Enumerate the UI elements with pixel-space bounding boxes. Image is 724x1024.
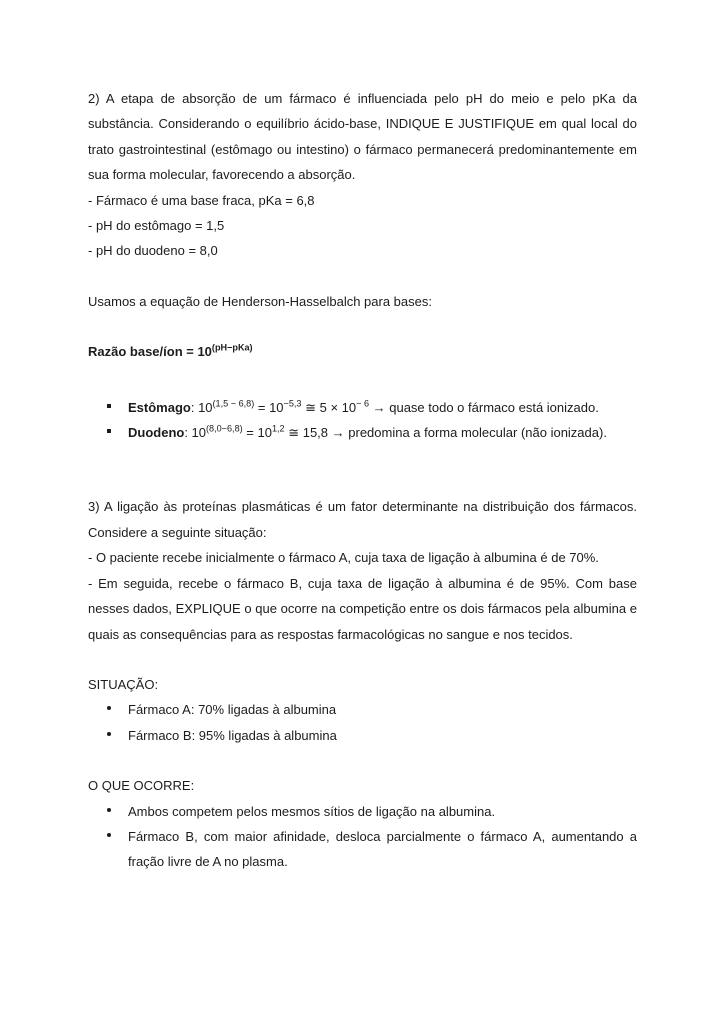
calculation-mid-1: = 10 (242, 425, 272, 441)
round-bullet-icon (107, 799, 111, 824)
situation-item-text: Fármaco B: 95% ligadas à albumina (128, 727, 337, 743)
round-bullet-icon (107, 824, 111, 849)
situation-heading: SITUAÇÃO: (88, 676, 159, 692)
henderson-hasselbalch-intro: Usamos a equação de Henderson-Hasselbalch para bases: (88, 293, 432, 309)
ratio-formula (88, 339, 637, 364)
question-3-prompt: 3) A ligação às proteínas plasmáticas é um fator determinante na distribuição dos fármacos. Considere a seguinte situação: (88, 499, 637, 540)
calculation-conclusion: → quase todo o fármaco está ionizado. (369, 399, 599, 415)
calculation-separator: : 10 (190, 399, 213, 415)
ratio-formula-exponent: (pH−pKa) (211, 342, 253, 353)
calculation-exponent-3: − 6 (356, 398, 370, 409)
calculation-item-stomach (88, 395, 637, 420)
spacer (88, 748, 637, 773)
question-2-given-line-2: - pH do estômago = 1,5 (88, 218, 225, 234)
calculation-item-duodenum (88, 420, 637, 445)
round-bullet-icon (107, 697, 111, 722)
calculation-expression (191, 400, 369, 415)
situation-list (88, 697, 637, 748)
question-3-case-line-2: - Em seguida, recebe o fármaco B, cuja taxa de ligação à albumina é de 95%. Com base nesses dados, EXPLIQUE o que ocorre na competição entre os dois fármacos pela albumina e quais as consequências para as respostas farmacológicas no sangue e nos tecidos. (88, 575, 637, 642)
outcome-list (88, 799, 637, 875)
spacer (88, 445, 637, 494)
spacer (88, 314, 637, 339)
calculation-mid-1: = 10 (254, 399, 284, 415)
calculation-exponent-2: 1,2 (271, 423, 285, 434)
question-2-given-line-3: - pH do duodeno = 8,0 (88, 243, 218, 259)
calculation-mid-2: ≅ 15,8 (284, 425, 329, 441)
spacer (88, 264, 637, 289)
list-item (88, 824, 637, 875)
calculation-site-label: Estômago (128, 399, 191, 415)
calculation-expression (184, 425, 328, 440)
calculation-conclusion: → predomina a forma molecular (não ionizada). (328, 425, 607, 441)
spacer (88, 647, 637, 672)
ratio-formula-label: Razão base/íon = 10 (88, 344, 212, 360)
square-bullet-icon (107, 395, 111, 420)
calculation-exponent-2: −5,3 (283, 398, 302, 409)
list-item (88, 697, 637, 722)
question-2-prompt: 2) A etapa de absorção de um fármaco é influenciada pelo pH do meio e pelo pKa da substância. Considerando o equilíbrio ácido-base, INDIQUE E JUSTIFIQUE em qual local do trato gastrointestinal (estômago ou intestino) o fármaco permanecerá predominantemente em sua forma molecular, favorecendo a absorção. (88, 91, 637, 183)
document-body (88, 86, 637, 875)
spacer (88, 365, 637, 395)
calculation-mid-2: ≅ 5 × 10 (301, 399, 357, 415)
calculation-list (88, 395, 637, 446)
calculation-exponent-1: (1,5 − 6,8) (212, 398, 255, 409)
outcome-item-text: Ambos competem pelos mesmos sítios de ligação na albumina. (128, 803, 496, 819)
list-item (88, 799, 637, 824)
calculation-separator: : 10 (184, 425, 207, 441)
outcome-item-text: Fármaco B, com maior afinidade, desloca parcialmente o fármaco A, aumentando a fração livre de A no plasma. (128, 828, 637, 870)
question-3-case-line-1: - O paciente recebe inicialmente o fármaco A, cuja taxa de ligação à albumina é de 70%. (88, 550, 599, 566)
calculation-site-label: Duodeno (128, 425, 185, 441)
square-bullet-icon (107, 420, 111, 445)
outcome-heading: O QUE OCORRE: (88, 778, 195, 794)
question-2-given-line-1: - Fármaco é uma base fraca, pKa = 6,8 (88, 192, 315, 208)
list-item (88, 723, 637, 748)
round-bullet-icon (107, 723, 111, 748)
calculation-exponent-1: (8,0−6,8) (206, 423, 243, 434)
situation-item-text: Fármaco A: 70% ligadas à albumina (128, 702, 337, 718)
